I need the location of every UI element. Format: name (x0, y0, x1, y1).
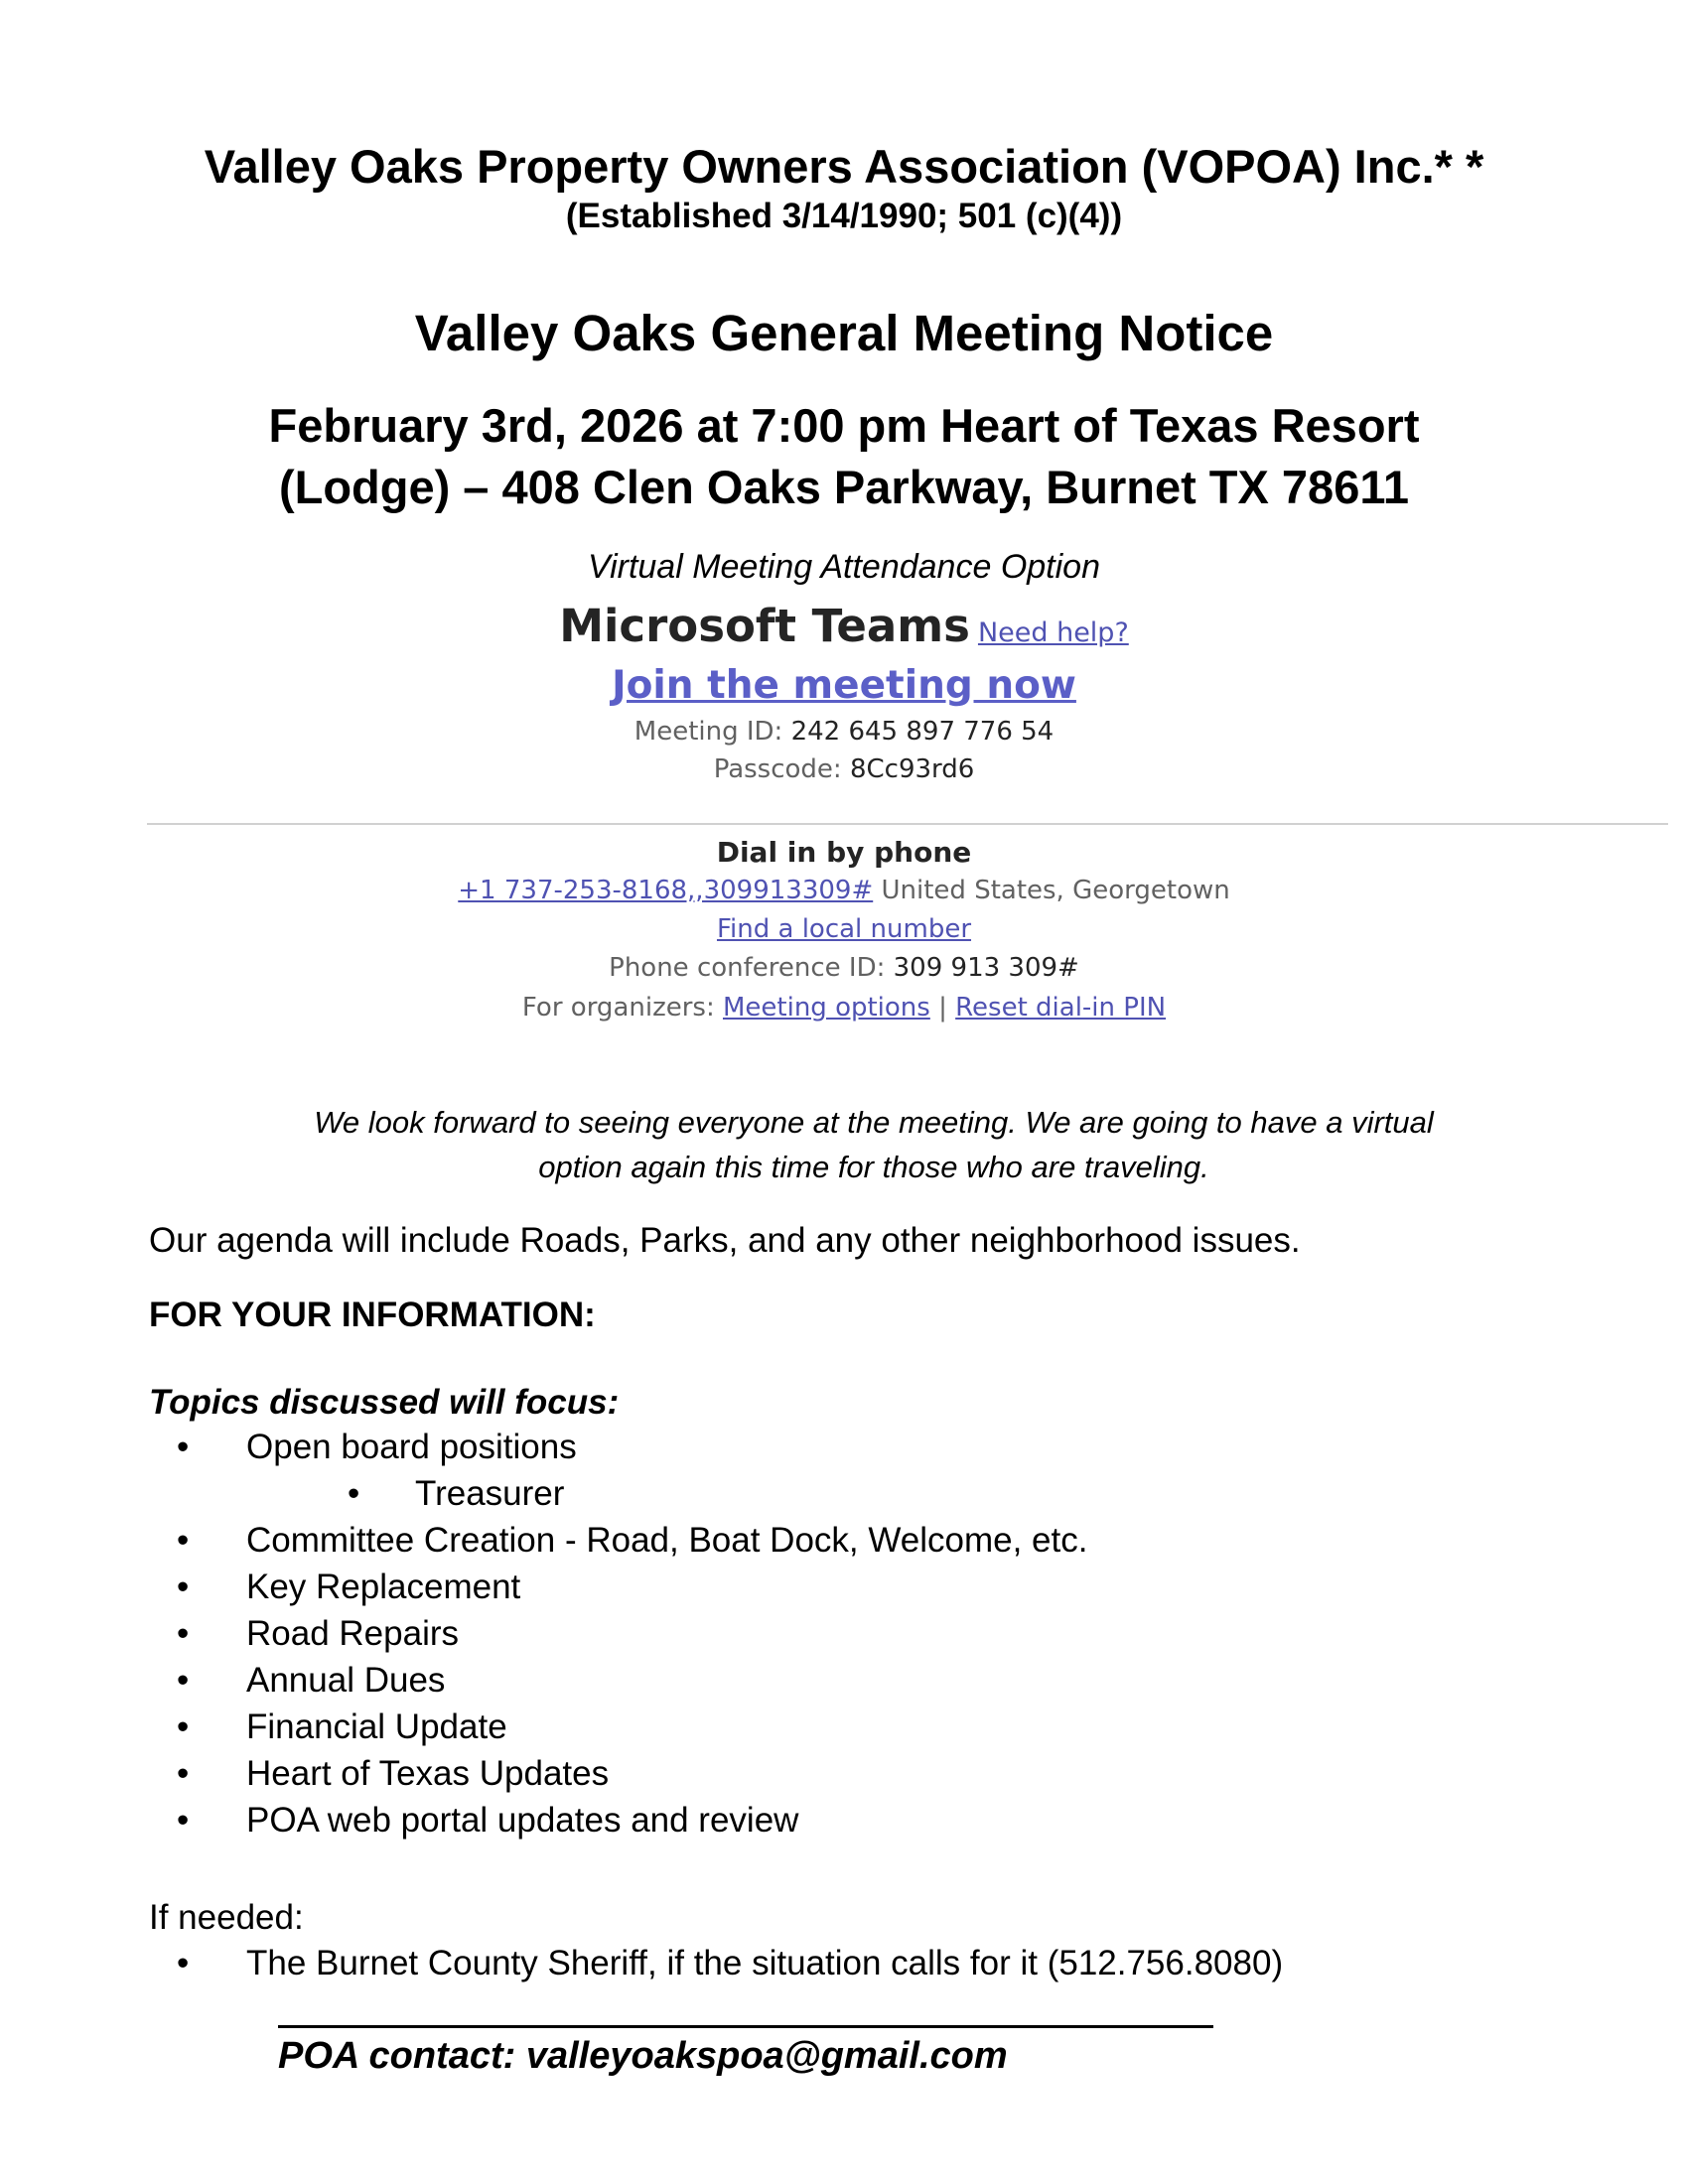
bullet-marker: • (177, 1944, 190, 1982)
divider (147, 823, 1668, 825)
look-forward-line-1: We look forward to seeing everyone at the meeting. We are going to have a virtual (314, 1105, 1434, 1140)
when-line-1: February 3rd, 2026 at 7:00 pm Heart of Texas Resort (268, 399, 1420, 452)
list-item (0, 1428, 1688, 1473)
list-item (0, 1661, 1688, 1706)
if-needed-text: The Burnet County Sheriff, if the situation calls for it (512.756.8080) (246, 1944, 1284, 1982)
agenda-text: Our agenda will include Roads, Parks, and any other neighborhood issues. (149, 1221, 1301, 1260)
contact-rule (278, 2025, 1213, 2028)
topics-heading: Topics discussed will focus: (149, 1383, 620, 1422)
if-needed-heading: If needed: (149, 1898, 304, 1937)
bullet-marker: • (177, 1521, 190, 1560)
bullet-marker: • (177, 1801, 190, 1840)
list-item (0, 1568, 1688, 1613)
conference-id-row (0, 953, 1688, 983)
bullet-marker: • (177, 1568, 190, 1606)
need-help-link[interactable]: Need help? (977, 617, 1129, 648)
meeting-options-link[interactable]: Meeting options (722, 993, 930, 1023)
bullet-marker: • (177, 1614, 190, 1653)
poa-contact: POA contact: valleyoakspoa@gmail.com (278, 2035, 1008, 2077)
organizers-label: For organizers: (521, 993, 715, 1023)
bullet-marker: • (177, 1754, 190, 1793)
bullet-marker: • (177, 1661, 190, 1700)
list-item (0, 1474, 1688, 1520)
local-number-row (0, 914, 1688, 944)
page-title: Valley Oaks General Meeting Notice (414, 305, 1274, 361)
dial-phone-location: United States, Georgetown (881, 876, 1230, 905)
conference-id-value: 309 913 309# (893, 953, 1079, 983)
established-line: (Established 3/14/1990; 501 (c)(4)) (565, 197, 1123, 235)
fyi-heading: FOR YOUR INFORMATION: (149, 1296, 596, 1334)
organization-name: Valley Oaks Property Owners Association (VOPOA) Inc.* * (204, 140, 1484, 193)
topic-text: Open board positions (246, 1428, 577, 1466)
organizers-row (0, 993, 1688, 1023)
topic-text: POA web portal updates and review (246, 1801, 799, 1840)
reset-pin-link[interactable]: Reset dial-in PIN (955, 993, 1167, 1023)
meeting-id-value: 242 645 897 776 54 (790, 717, 1055, 747)
teams-title: Microsoft Teams (559, 600, 970, 652)
topic-text: Road Repairs (246, 1614, 459, 1653)
when-line-2: (Lodge) – 408 Clen Oaks Parkway, Burnet TX 78611 (278, 461, 1410, 513)
dial-phone-row (0, 876, 1688, 905)
bullet-marker: • (177, 1707, 190, 1746)
meeting-id (0, 717, 1688, 747)
topic-text: Heart of Texas Updates (246, 1754, 610, 1793)
dial-phone-link[interactable]: +1 737-253-8168,,309913309# (458, 876, 874, 905)
bullet-marker: • (177, 1428, 190, 1466)
topic-text: Key Replacement (246, 1568, 521, 1606)
list-item (0, 1707, 1688, 1753)
look-forward-note (258, 1100, 1489, 1189)
bullet-marker: • (348, 1474, 360, 1513)
conference-id-label: Phone conference ID: (609, 953, 886, 983)
topic-text: Treasurer (415, 1474, 565, 1513)
find-local-number-link[interactable]: Find a local number (716, 914, 972, 944)
meeting-id-label: Meeting ID: (633, 717, 783, 747)
dial-in-heading: Dial in by phone (716, 836, 972, 869)
meeting-when-where (0, 395, 1688, 518)
list-item (0, 1754, 1688, 1800)
list-item (0, 1614, 1688, 1660)
list-item (0, 1944, 1688, 1989)
passcode-value: 8Cc93rd6 (849, 754, 975, 784)
passcode-label: Passcode: (713, 754, 842, 784)
passcode (0, 754, 1688, 784)
list-item (0, 1521, 1688, 1567)
list-item (0, 1801, 1688, 1846)
join-meeting-link[interactable]: Join the meeting now (612, 663, 1076, 708)
look-forward-line-2: option again this time for those who are traveling. (538, 1150, 1209, 1184)
topic-text: Financial Update (246, 1707, 507, 1746)
teams-header (0, 600, 1688, 652)
virtual-heading: Virtual Meeting Attendance Option (588, 548, 1100, 586)
organizers-separator: | (938, 993, 947, 1023)
topic-text: Annual Dues (246, 1661, 446, 1700)
topic-text: Committee Creation - Road, Boat Dock, Welcome, etc. (246, 1521, 1088, 1560)
